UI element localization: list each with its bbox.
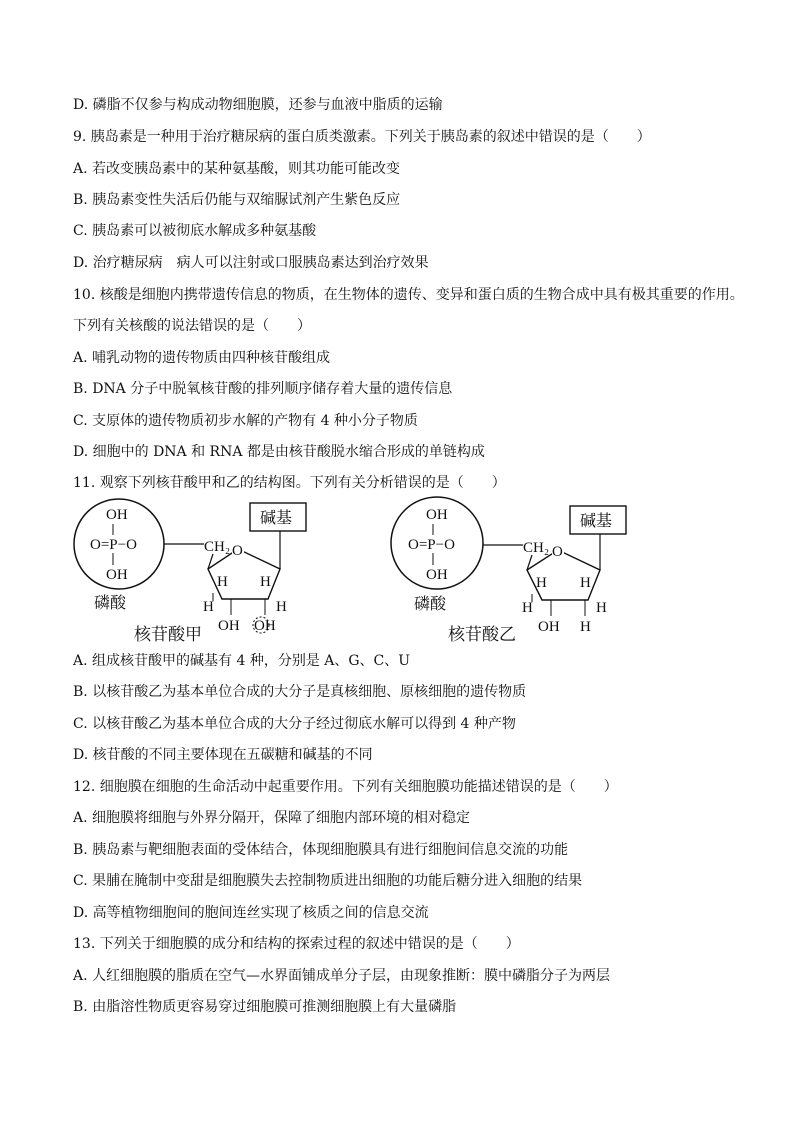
question-10-option-a: A. 哺乳动物的遗传物质由四种核苷酸组成 bbox=[73, 350, 331, 366]
question-10-option-d: D. 细胞中的 DNA 和 RNA 都是由核苷酸脱水缩合形成的单链构成 bbox=[73, 444, 485, 460]
question-12-stem: 12. 细胞膜在细胞的生命活动中起重要作用。下列有关细胞膜功能描述错误的是（ ） bbox=[73, 779, 618, 795]
question-12-option-b: B. 胰岛素与靶细胞表面的受体结合，体现细胞膜具有进行细胞间信息交流的功能 bbox=[73, 842, 569, 858]
h-2-prime: H bbox=[580, 619, 591, 635]
phosphate-label: 磷酸 bbox=[94, 595, 127, 612]
ch2-label: CH₂ bbox=[204, 539, 231, 555]
h-4: H bbox=[276, 599, 287, 615]
question-13-option-a: A. 人红细胞膜的脂质在空气—水界面铺成单分子层，由现象推断：膜中磷脂分子为两层 bbox=[73, 968, 611, 984]
h-1: H bbox=[217, 574, 228, 590]
oh-top: OH bbox=[426, 507, 448, 523]
question-12-option-a: A. 细胞膜将细胞与外界分隔开，保障了细胞内部环境的相对稳定 bbox=[73, 810, 471, 826]
oh-2-prime: OH bbox=[254, 618, 276, 634]
h-4: H bbox=[596, 600, 607, 616]
question-10-stem: 10. 核酸是细胞内携带遗传信息的物质，在生物体的遗传、变异和蛋白质的生物合成中具有极其重要的作用。 bbox=[73, 287, 744, 303]
question-9-option-a: A. 若改变胰岛素中的某种氨基酸，则其功能可能改变 bbox=[73, 161, 401, 177]
question-10-option-c: C. 支原体的遗传物质初步水解的产物有 4 种小分子物质 bbox=[73, 413, 418, 429]
h-1: H bbox=[536, 575, 547, 591]
phosphate-row: O=P−O bbox=[408, 537, 455, 553]
ch2-label: CH₂ bbox=[523, 540, 550, 556]
question-9-option-c: C. 胰岛素可以被彻底水解成多种氨基酸 bbox=[73, 223, 317, 239]
h-3: H bbox=[203, 599, 214, 615]
phosphate-row: O=P−O bbox=[90, 537, 137, 553]
question-11-option-a: A. 组成核苷酸甲的碱基有 4 种，分别是 A、G、C、U bbox=[73, 653, 411, 669]
oh-3-prime: OH bbox=[218, 618, 240, 634]
h-2: H bbox=[260, 574, 271, 590]
question-12-option-d: D. 高等植物细胞间的胞间连丝实现了核质之间的信息交流 bbox=[73, 905, 429, 921]
question-9-option-d: D. 治疗糖尿病 病人可以注射或口服胰岛素达到治疗效果 bbox=[73, 255, 429, 271]
question-10-stem-continued: 下列有关核酸的说法错误的是（ ） bbox=[73, 318, 311, 334]
base-label: 碱基 bbox=[580, 513, 613, 530]
question-12-option-c: C. 果脯在腌制中变甜是细胞膜失去控制物质进出细胞的功能后糖分进入细胞的结果 bbox=[73, 873, 583, 889]
oh-top: OH bbox=[106, 507, 128, 523]
oh-3-prime: OH bbox=[538, 619, 560, 635]
h-2: H bbox=[580, 575, 591, 591]
nucleotide-b-caption: 核苷酸乙 bbox=[448, 625, 516, 644]
nucleotide-b-figure bbox=[390, 497, 750, 647]
oh-bottom: OH bbox=[106, 567, 128, 583]
question-10-option-b: B. DNA 分子中脱氧核苷酸的排列顺序储存着大量的遗传信息 bbox=[73, 381, 453, 397]
oh-bottom: OH bbox=[426, 567, 448, 583]
nucleotide-a-caption: 核苷酸甲 bbox=[134, 625, 202, 644]
question-9-option-b: B. 胰岛素变性失活后仍能与双缩脲试剂产生紫色反应 bbox=[73, 192, 401, 208]
ring-oxygen: O bbox=[232, 543, 243, 559]
question-11-option-b: B. 以核苷酸乙为基本单位合成的大分子是真核细胞、原核细胞的遗传物质 bbox=[73, 684, 527, 700]
ring-oxygen: O bbox=[552, 544, 563, 560]
h-3: H bbox=[522, 600, 533, 616]
option-d-phospholipid: D. 磷脂不仅参与构成动物细胞膜，还参与血液中脂质的运输 bbox=[73, 97, 443, 113]
phosphate-label: 磷酸 bbox=[414, 596, 447, 613]
nucleotide-a-figure bbox=[70, 497, 430, 647]
question-11-option-c: C. 以核苷酸乙为基本单位合成的大分子经过彻底水解可以得到 4 种产物 bbox=[73, 716, 516, 732]
question-13-stem: 13. 下列关于细胞膜的成分和结构的探索过程的叙述中错误的是（ ） bbox=[73, 936, 520, 952]
base-label: 碱基 bbox=[260, 510, 293, 527]
question-11-stem: 11. 观察下列核苷酸甲和乙的结构图。下列有关分析错误的是（ ） bbox=[73, 475, 506, 491]
question-13-option-b: B. 由脂溶性物质更容易穿过细胞膜可推测细胞膜上有大量磷脂 bbox=[73, 999, 457, 1015]
question-11-option-d: D. 核苷酸的不同主要体现在五碳糖和碱基的不同 bbox=[73, 747, 373, 763]
question-9-stem: 9. 胰岛素是一种用于治疗糖尿病的蛋白质类激素。下列关于胰岛素的叙述中错误的是（ ） bbox=[73, 129, 651, 145]
